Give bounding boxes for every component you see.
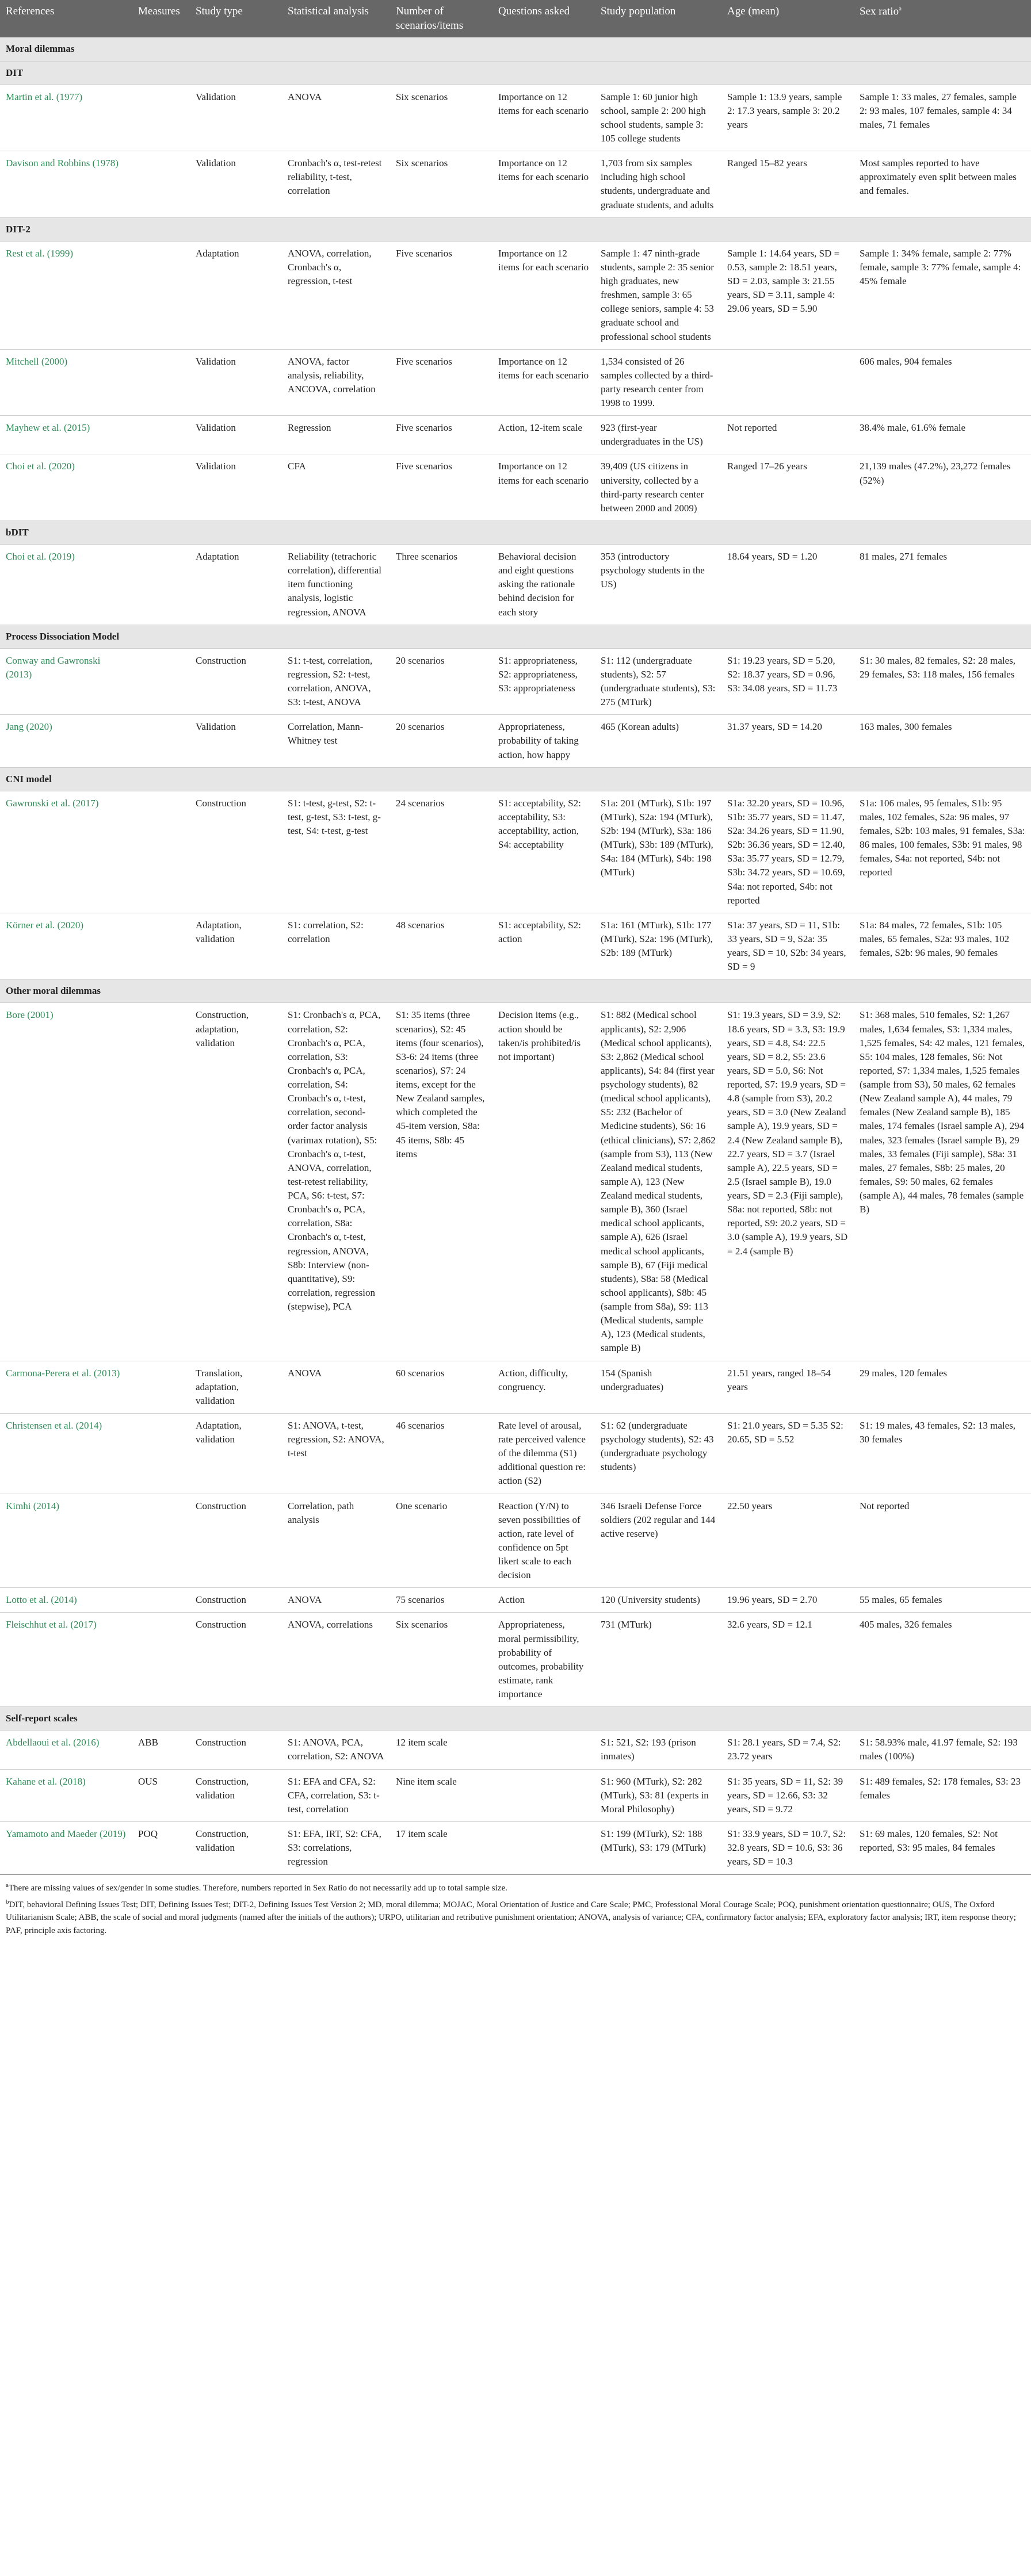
cell-measure [132,241,190,349]
cell-age: Sample 1: 13.9 years, sample 2: 17.3 years, sample 3: 20.2 years [721,85,854,151]
cell-sex: S1: 69 males, 120 females, S2: Not reported, S3: 95 males, 84 females [854,1821,1031,1874]
cell-ref[interactable]: Choi et al. (2019) [0,545,132,625]
cell-questions: S1: appropriateness, S2: appropriateness, S3: appropriateness [492,648,595,715]
section-heading: CNI model [0,767,1031,791]
cell-age: 22.50 years [721,1494,854,1588]
cell-items: 75 scenarios [390,1588,492,1613]
cell-questions: S1: acceptability, S2: action [492,913,595,979]
cell-analysis: S1: t-test, correlation, regression, S2: t-test, correlation, ANOVA, S3: t-test, ANOVA [282,648,390,715]
footnote-b [6,1897,1025,1938]
cell-type: Validation [190,85,282,151]
cell-sex: S1: 368 males, 510 females, S2: 1,267 males, 1,634 females, S3: 1,334 males, 1,525 females, S4: 42 males, 121 females, S5: 104 males, 128 females, S6: Not reported, S7: 1,334 males, 1,525 females (sample from S3), 50 males, 62 females (New Zealand sample A), 44 males, 79 females (New Zealand sample B), 185 males, 174 females (Israel sample A), 294 males, 323 females (Israel sample B), 29 males, 33 females (Fiji sample), S8a: 31 males, 27 females, S8b: 25 males, 20 females, S9: 50 males, 62 females (sample A), 44 males, 78 females (sample B) [854,1003,1031,1361]
cell-items: Five scenarios [390,349,492,416]
cell-age: S1: 19.3 years, SD = 3.9, S2: 18.6 years, SD = 3.3, S3: 19.9 years, SD = 4.8, S4: 22.5 years, SD = 8.2, S5: 23.6 years, SD = 5.0, S6: Not reported, S7: 19.9 years, SD = 4.8 (sample from S3), 20.2 years, SD = 3.0 (New Zealand sample A), 19.9 years, SD = 2.4 (New Zealand sample B), 22.7 years, SD = 3.7 (Israel sample A), 22.5 years, SD = 2.5 (Israel sample B), 19.0 years, SD = 2.3 (Fiji sample), S8a: not reported, S8b: not reported, S9: 20.2 years, SD = 3.0 (sample A), 19.9 years, SD = 2.4 (sample B) [721,1003,854,1361]
cell-sex: 38.4% male, 61.6% female [854,416,1031,454]
table-notes [0,1874,1031,1947]
section-heading-row [0,37,1031,61]
cell-sex: 606 males, 904 females [854,349,1031,416]
section-heading: Self-report scales [0,1707,1031,1731]
table-row [0,1003,1031,1361]
cell-type: Construction [190,1588,282,1613]
cell-questions: Action, 12-item scale [492,416,595,454]
cell-age: S1: 28.1 years, SD = 7.4, S2: 23.72 years [721,1731,854,1769]
cell-type: Construction [190,1731,282,1769]
table-row [0,1821,1031,1874]
cell-type: Validation [190,349,282,416]
cell-ref[interactable]: Conway and Gawronski (2013) [0,648,132,715]
section-heading-row [0,217,1031,241]
table-row [0,1588,1031,1613]
cell-analysis: ANOVA [282,1361,390,1413]
cell-age: 32.6 years, SD = 12.1 [721,1613,854,1707]
column-header: Study population [595,0,721,37]
cell-items: Five scenarios [390,454,492,521]
cell-population: 39,409 (US citizens in university, collected by a third-party research center between 2000 and 2009) [595,454,721,521]
cell-measure [132,1494,190,1588]
cell-analysis: Regression [282,416,390,454]
cell-items: Six scenarios [390,1613,492,1707]
cell-age: 19.96 years, SD = 2.70 [721,1588,854,1613]
cell-population: S1a: 201 (MTurk), S1b: 197 (MTurk), S2a: 194 (MTurk), S2b: 194 (MTurk), S3a: 186 (MTurk), S3b: 189 (MTurk), S4a: 184 (MTurk), S4b: 198 (MTurk) [595,791,721,913]
cell-analysis: ANOVA, correlation, Cronbach's α, regression, t-test [282,241,390,349]
cell-type: Adaptation, validation [190,913,282,979]
cell-questions [492,1769,595,1821]
cell-age: S1: 19.23 years, SD = 5.20, S2: 18.37 years, SD = 0.96, S3: 34.08 years, SD = 11.73 [721,648,854,715]
cell-analysis: ANOVA [282,1588,390,1613]
cell-items: 17 item scale [390,1821,492,1874]
cell-analysis: CFA [282,454,390,521]
cell-population: 346 Israeli Defense Force soldiers (202 regular and 144 active reserve) [595,1494,721,1588]
cell-sex: 55 males, 65 females [854,1588,1031,1613]
cell-type: Construction, validation [190,1769,282,1821]
cell-age: S1: 33.9 years, SD = 10.7, S2: 32.8 years, SD = 10.6, S3: 36 years, SD = 10.3 [721,1821,854,1874]
cell-sex: 21,139 males (47.2%), 23,272 females (52%) [854,454,1031,521]
cell-items: Six scenarios [390,85,492,151]
cell-items: 48 scenarios [390,913,492,979]
cell-ref[interactable]: Rest et al. (1999) [0,241,132,349]
cell-questions: Behavioral decision and eight questions asking the rationale behind decision for each story [492,545,595,625]
cell-items: 20 scenarios [390,715,492,767]
table-row [0,1613,1031,1707]
cell-questions: Reaction (Y/N) to seven possibilities of action, rate level of confidence on 5pt likert scale to each decision [492,1494,595,1588]
column-header: Statistical analysis [282,0,390,37]
cell-ref[interactable]: Christensen et al. (2014) [0,1413,132,1494]
table-row [0,454,1031,521]
cell-analysis: S1: EFA and CFA, S2: CFA, correlation, S3: t-test, correlation [282,1769,390,1821]
cell-measure [132,791,190,913]
cell-population: 1,703 from six samples including high school students, undergraduate and graduate students, and adults [595,151,721,218]
table-row [0,791,1031,913]
cell-analysis: ANOVA, correlations [282,1613,390,1707]
cell-analysis: S1: ANOVA, t-test, regression, S2: ANOVA, t-test [282,1413,390,1494]
cell-type: Validation [190,416,282,454]
cell-questions: Importance on 12 items for each scenario [492,85,595,151]
cell-population: S1: 199 (MTurk), S2: 188 (MTurk), S3: 179 (MTurk) [595,1821,721,1874]
cell-sex: 29 males, 120 females [854,1361,1031,1413]
cell-measure [132,545,190,625]
cell-items: Nine item scale [390,1769,492,1821]
cell-age: S1: 21.0 years, SD = 5.35 S2: 20.65, SD = 5.52 [721,1413,854,1494]
cell-items: S1: 35 items (three scenarios), S2: 45 items (four scenarios), S3-6: 24 items (three scenarios), S7: 24 items, except for the New Zealand samples, which completed the 45-item version, S8a: 45 items, S8b: 45 items [390,1003,492,1361]
cell-age [721,349,854,416]
column-header: Study type [190,0,282,37]
cell-population: 923 (first-year undergraduates in the US) [595,416,721,454]
cell-measure [132,349,190,416]
cell-sex: S1: 489 females, S2: 178 females, S3: 23 females [854,1769,1031,1821]
cell-population: 120 (University students) [595,1588,721,1613]
cell-population: 353 (introductory psychology students in the US) [595,545,721,625]
cell-measure [132,1003,190,1361]
footnote-a-text: There are missing values of sex/gender in some studies. Therefore, numbers reported in Sex Ratio do not necessarily add up to total sample size. [8,1884,507,1893]
cell-items: 24 scenarios [390,791,492,913]
cell-ref[interactable]: Fleischhut et al. (2017) [0,1613,132,1707]
section-heading: Moral dilemmas [0,37,1031,61]
cell-ref[interactable]: Jang (2020) [0,715,132,767]
column-header: Measures [132,0,190,37]
cell-population: 465 (Korean adults) [595,715,721,767]
column-header: Questions asked [492,0,595,37]
cell-analysis: Cronbach's α, test-retest reliability, t-test, correlation [282,151,390,218]
cell-sex: 405 males, 326 females [854,1613,1031,1707]
table-row [0,151,1031,218]
section-heading-row [0,1707,1031,1731]
cell-analysis: S1: correlation, S2: correlation [282,913,390,979]
cell-questions: Action, difficulty, congruency. [492,1361,595,1413]
cell-population: S1: 882 (Medical school applicants), S2: 2,906 (Medical school applicants), S3: 2,862 (Medical school applicants), S4: 84 (first year psychology students), 82 (medical school applicants), S5: 232 (Bachelor of Medicine students), S6: 16 (ethical clinicians), S7: 2,862 (sample from S3), 113 (New Zealand medical students, sample A), 123 (New Zealand medical students, sample B), 360 (Israel medical school applicants, sample A), 626 (Israel medical school applicants, sample B), 67 (Fiji medical students), S8a: 58 (Medical school applicants), S8b: 45 (sample from S8a), S9: 113 (Medical students, sample A), 123 (Medical students, sample B) [595,1003,721,1361]
cell-questions: Importance on 12 items for each scenario [492,241,595,349]
cell-measure [132,85,190,151]
cell-sex: Sample 1: 34% female, sample 2: 77% female, sample 3: 77% female, sample 4: 45% female [854,241,1031,349]
footnote-a [6,1881,1025,1895]
cell-type: Validation [190,715,282,767]
cell-age: 18.64 years, SD = 1.20 [721,545,854,625]
cell-sex: Most samples reported to have approximately even split between males and females. [854,151,1031,218]
cell-ref[interactable]: Gawronski et al. (2017) [0,791,132,913]
cell-sex: S1: 19 males, 43 females, S2: 13 males, 30 females [854,1413,1031,1494]
cell-population: S1: 62 (undergraduate psychology students), S2: 43 (undergraduate psychology students) [595,1413,721,1494]
cell-items: 12 item scale [390,1731,492,1769]
cell-type: Construction, adaptation, validation [190,1003,282,1361]
cell-sex: S1: 30 males, 82 females, S2: 28 males, 29 females, S3: 118 males, 156 females [854,648,1031,715]
sex-ratio-footnote-mark: a [899,5,902,12]
cell-age: S1a: 32.20 years, SD = 10.96, S1b: 35.77 years, SD = 11.47, S2a: 34.26 years, SD = 11.90, S2b: 36.36 years, SD = 12.40, S3a: 35.77 years, SD = 12.79, S3b: 34.72 years, SD = 10.69, S4a: not reported, S4b: not reported [721,791,854,913]
cell-ref[interactable]: Körner et al. (2020) [0,913,132,979]
section-heading: Process Dissociation Model [0,625,1031,648]
cell-analysis: Correlation, path analysis [282,1494,390,1588]
table-row [0,416,1031,454]
cell-ref[interactable]: Carmona-Perera et al. (2013) [0,1361,132,1413]
cell-items: 60 scenarios [390,1361,492,1413]
table-row [0,715,1031,767]
cell-analysis: S1: Cronbach's α, PCA, correlation, S2: Cronbach's α, PCA, correlation, S3: Cronbach's α, PCA, correlation, S4: Cronbach's α, t-test, correlation, second-order factor analysis (varimax rotation), S5: Cronbach's α, t-test, ANOVA, correlation, test-retest reliability, PCA, S6: t-test, S7: Cronbach's α, PCA, correlation, S8a: Cronbach's α, t-test, regression, ANOVA, S8b: Interview (non-quantitative), S9: correlation, regression (stepwise), PCA [282,1003,390,1361]
cell-sex: 163 males, 300 females [854,715,1031,767]
cell-analysis: S1: ANOVA, PCA, correlation, S2: ANOVA [282,1731,390,1769]
table-row [0,241,1031,349]
cell-measure [132,913,190,979]
cell-items: Five scenarios [390,241,492,349]
table-row [0,648,1031,715]
cell-sex: S1a: 106 males, 95 females, S1b: 95 males, 102 females, S2a: 96 males, 97 females, S2b: 103 males, 91 females, S3a: 86 males, 100 females, S3b: 91 males, 98 females, S4a: not reported, S4b: not reported [854,791,1031,913]
section-heading: Other moral dilemmas [0,979,1031,1003]
cell-questions: Importance on 12 items for each scenario [492,454,595,521]
cell-questions: Action [492,1588,595,1613]
column-header: References [0,0,132,37]
cell-analysis: S1: t-test, g-test, S2: t-test, g-test, S3: t-test, g-test, S4: t-test, g-test [282,791,390,913]
cell-type: Validation [190,151,282,218]
section-heading: DIT-2 [0,217,1031,241]
cell-age: 21.51 years, ranged 18–54 years [721,1361,854,1413]
cell-type: Translation, adaptation, validation [190,1361,282,1413]
table-row [0,1361,1031,1413]
header-row [0,0,1031,37]
cell-items: Five scenarios [390,416,492,454]
cell-items: One scenario [390,1494,492,1588]
cell-measure [132,1413,190,1494]
cell-measure [132,416,190,454]
table-row [0,85,1031,151]
cell-questions: Rate level of arousal, rate perceived valence of the dilemma (S1) additional question re: action (S2) [492,1413,595,1494]
cell-sex: Not reported [854,1494,1031,1588]
cell-analysis: ANOVA, factor analysis, reliability, ANCOVA, correlation [282,349,390,416]
cell-analysis: ANOVA [282,85,390,151]
column-header: Sex ratio$^a$ [854,0,1031,37]
table-row [0,1494,1031,1588]
cell-sex: 81 males, 271 females [854,545,1031,625]
cell-questions: Appropriateness, moral permissibility, probability of outcomes, probability estimate, rank importance [492,1613,595,1707]
cell-type: Construction [190,791,282,913]
section-heading-row [0,625,1031,648]
cell-ref[interactable]: Mitchell (2000) [0,349,132,416]
cell-sex: Sample 1: 33 males, 27 females, sample 2: 93 males, 107 females, sample 4: 34 males, 71 females [854,85,1031,151]
cell-questions: Importance on 12 items for each scenario [492,151,595,218]
table-row [0,1731,1031,1769]
cell-type: Construction, validation [190,1821,282,1874]
cell-measure: OUS [132,1769,190,1821]
section-heading: bDIT [0,520,1031,544]
cell-measure [132,648,190,715]
cell-analysis: Correlation, Mann-Whitney test [282,715,390,767]
column-header: Number of scenarios/items [390,0,492,37]
section-heading-row [0,767,1031,791]
cell-ref[interactable]: Kahane et al. (2018) [0,1769,132,1821]
cell-type: Construction [190,648,282,715]
cell-items: 20 scenarios [390,648,492,715]
cell-type: Validation [190,454,282,521]
cell-population: Sample 1: 47 ninth-grade students, sample 2: 35 senior high graduates, new freshmen, sample 3: 65 college seniors, sample 4: 53 graduate school and professional school students [595,241,721,349]
cell-measure [132,1361,190,1413]
cell-population: S1: 960 (MTurk), S2: 282 (MTurk), S3: 81 (experts in Moral Philosophy) [595,1769,721,1821]
cell-ref[interactable]: Abdellaoui et al. (2016) [0,1731,132,1769]
cell-measure [132,715,190,767]
cell-questions [492,1731,595,1769]
cell-items: Six scenarios [390,151,492,218]
cell-sex: S1: 58.93% male, 41.97 female, S2: 193 males (100%) [854,1731,1031,1769]
cell-ref[interactable]: Martin et al. (1977) [0,85,132,151]
cell-ref[interactable]: Choi et al. (2020) [0,454,132,521]
section-heading-row [0,61,1031,85]
cell-ref[interactable]: Lotto et al. (2014) [0,1588,132,1613]
cell-ref[interactable]: Mayhew et al. (2015) [0,416,132,454]
cell-type: Construction [190,1494,282,1588]
cell-type: Adaptation [190,545,282,625]
table-row [0,1769,1031,1821]
cell-age: Sample 1: 14.64 years, SD = 0.53, sample 2: 18.51 years, SD = 2.03, sample 3: 21.55 years, SD = 3.11, sample 4: 29.06 years, SD = 5.90 [721,241,854,349]
cell-questions: Importance on 12 items for each scenario [492,349,595,416]
cell-type: Adaptation, validation [190,1413,282,1494]
cell-ref[interactable]: Bore (2001) [0,1003,132,1361]
footnote-b-mark: b [6,1898,9,1905]
cell-analysis: Reliability (tetrachoric correlation), differential item functioning analysis, logistic regression, ANOVA [282,545,390,625]
cell-items: 46 scenarios [390,1413,492,1494]
cell-population: 154 (Spanish undergraduates) [595,1361,721,1413]
cell-ref[interactable]: Kimhi (2014) [0,1494,132,1588]
cell-questions [492,1821,595,1874]
cell-measure: ABB [132,1731,190,1769]
cell-analysis: S1: EFA, IRT, S2: CFA, S3: correlations, regression [282,1821,390,1874]
cell-population: S1a: 161 (MTurk), S1b: 177 (MTurk), S2a: 196 (MTurk), S2b: 189 (MTurk) [595,913,721,979]
cell-population: S1: 521, S2: 193 (prison inmates) [595,1731,721,1769]
cell-measure [132,454,190,521]
cell-measure [132,1613,190,1707]
cell-questions: Decision items (e.g., action should be taken/is prohibited/is not important) [492,1003,595,1361]
table-row [0,545,1031,625]
cell-population: Sample 1: 60 junior high school, sample 2: 200 high school students, sample 3: 105 college students [595,85,721,151]
table-row [0,1413,1031,1494]
cell-items: Three scenarios [390,545,492,625]
table-body [0,37,1031,1874]
footnote-b-text: DIT, behavioral Defining Issues Test; DIT, Defining Issues Test; DIT-2, Defining Issues Test Version 2; MD, moral dilemma; MOJAC, Moral Orientation of Justice and Care Scale; PMC, Professional Moral Courage Scale; POQ, punishment orientation questionnaire; OUS, The Oxford Utilitarianism Scale; ABB, the scale of social and moral judgments (named after the initials of the authors); URPO, utilitarian and retributive punishment orientation; ANOVA, analysis of variance; CFA, confirmatory factor analysis; EFA, exploratory factor analysis; IRT, item response theory; PAF, principle axis factoring. [6,1900,1016,1935]
cell-age: S1: 35 years, SD = 11, S2: 39 years, SD = 12.66, S3: 32 years, SD = 9.72 [721,1769,854,1821]
table-row [0,349,1031,416]
cell-questions: Appropriateness, probability of taking action, how happy [492,715,595,767]
cell-measure [132,1588,190,1613]
column-header: Age (mean) [721,0,854,37]
cell-population: 731 (MTurk) [595,1613,721,1707]
cell-questions: S1: acceptability, S2: acceptability, S3: acceptability, action, S4: acceptability [492,791,595,913]
section-heading-row [0,979,1031,1003]
cell-type: Construction [190,1613,282,1707]
cell-age: Not reported [721,416,854,454]
table-row [0,913,1031,979]
cell-population: S1: 112 (undergraduate students), S2: 57 (undergraduate students), S3: 275 (MTurk) [595,648,721,715]
cell-type: Adaptation [190,241,282,349]
cell-measure [132,151,190,218]
section-heading-row [0,520,1031,544]
section-heading: DIT [0,61,1031,85]
cell-sex: S1a: 84 males, 72 females, S1b: 105 males, 65 females, S2a: 93 males, 102 females, S2b: 96 males, 90 females [854,913,1031,979]
cell-age: Ranged 17–26 years [721,454,854,521]
cell-age: S1a: 37 years, SD = 11, S1b: 33 years, SD = 9, S2a: 35 years, SD = 10, S2b: 34 years, SD = 9 [721,913,854,979]
cell-age: 31.37 years, SD = 14.20 [721,715,854,767]
cell-age: Ranged 15–82 years [721,151,854,218]
footnote-a-mark: a [6,1882,9,1889]
cell-ref[interactable]: Davison and Robbins (1978) [0,151,132,218]
cell-measure: POQ [132,1821,190,1874]
cell-population: 1,534 consisted of 26 samples collected by a third-party research center from 1998 to 1999. [595,349,721,416]
cell-ref[interactable]: Yamamoto and Maeder (2019) [0,1821,132,1874]
